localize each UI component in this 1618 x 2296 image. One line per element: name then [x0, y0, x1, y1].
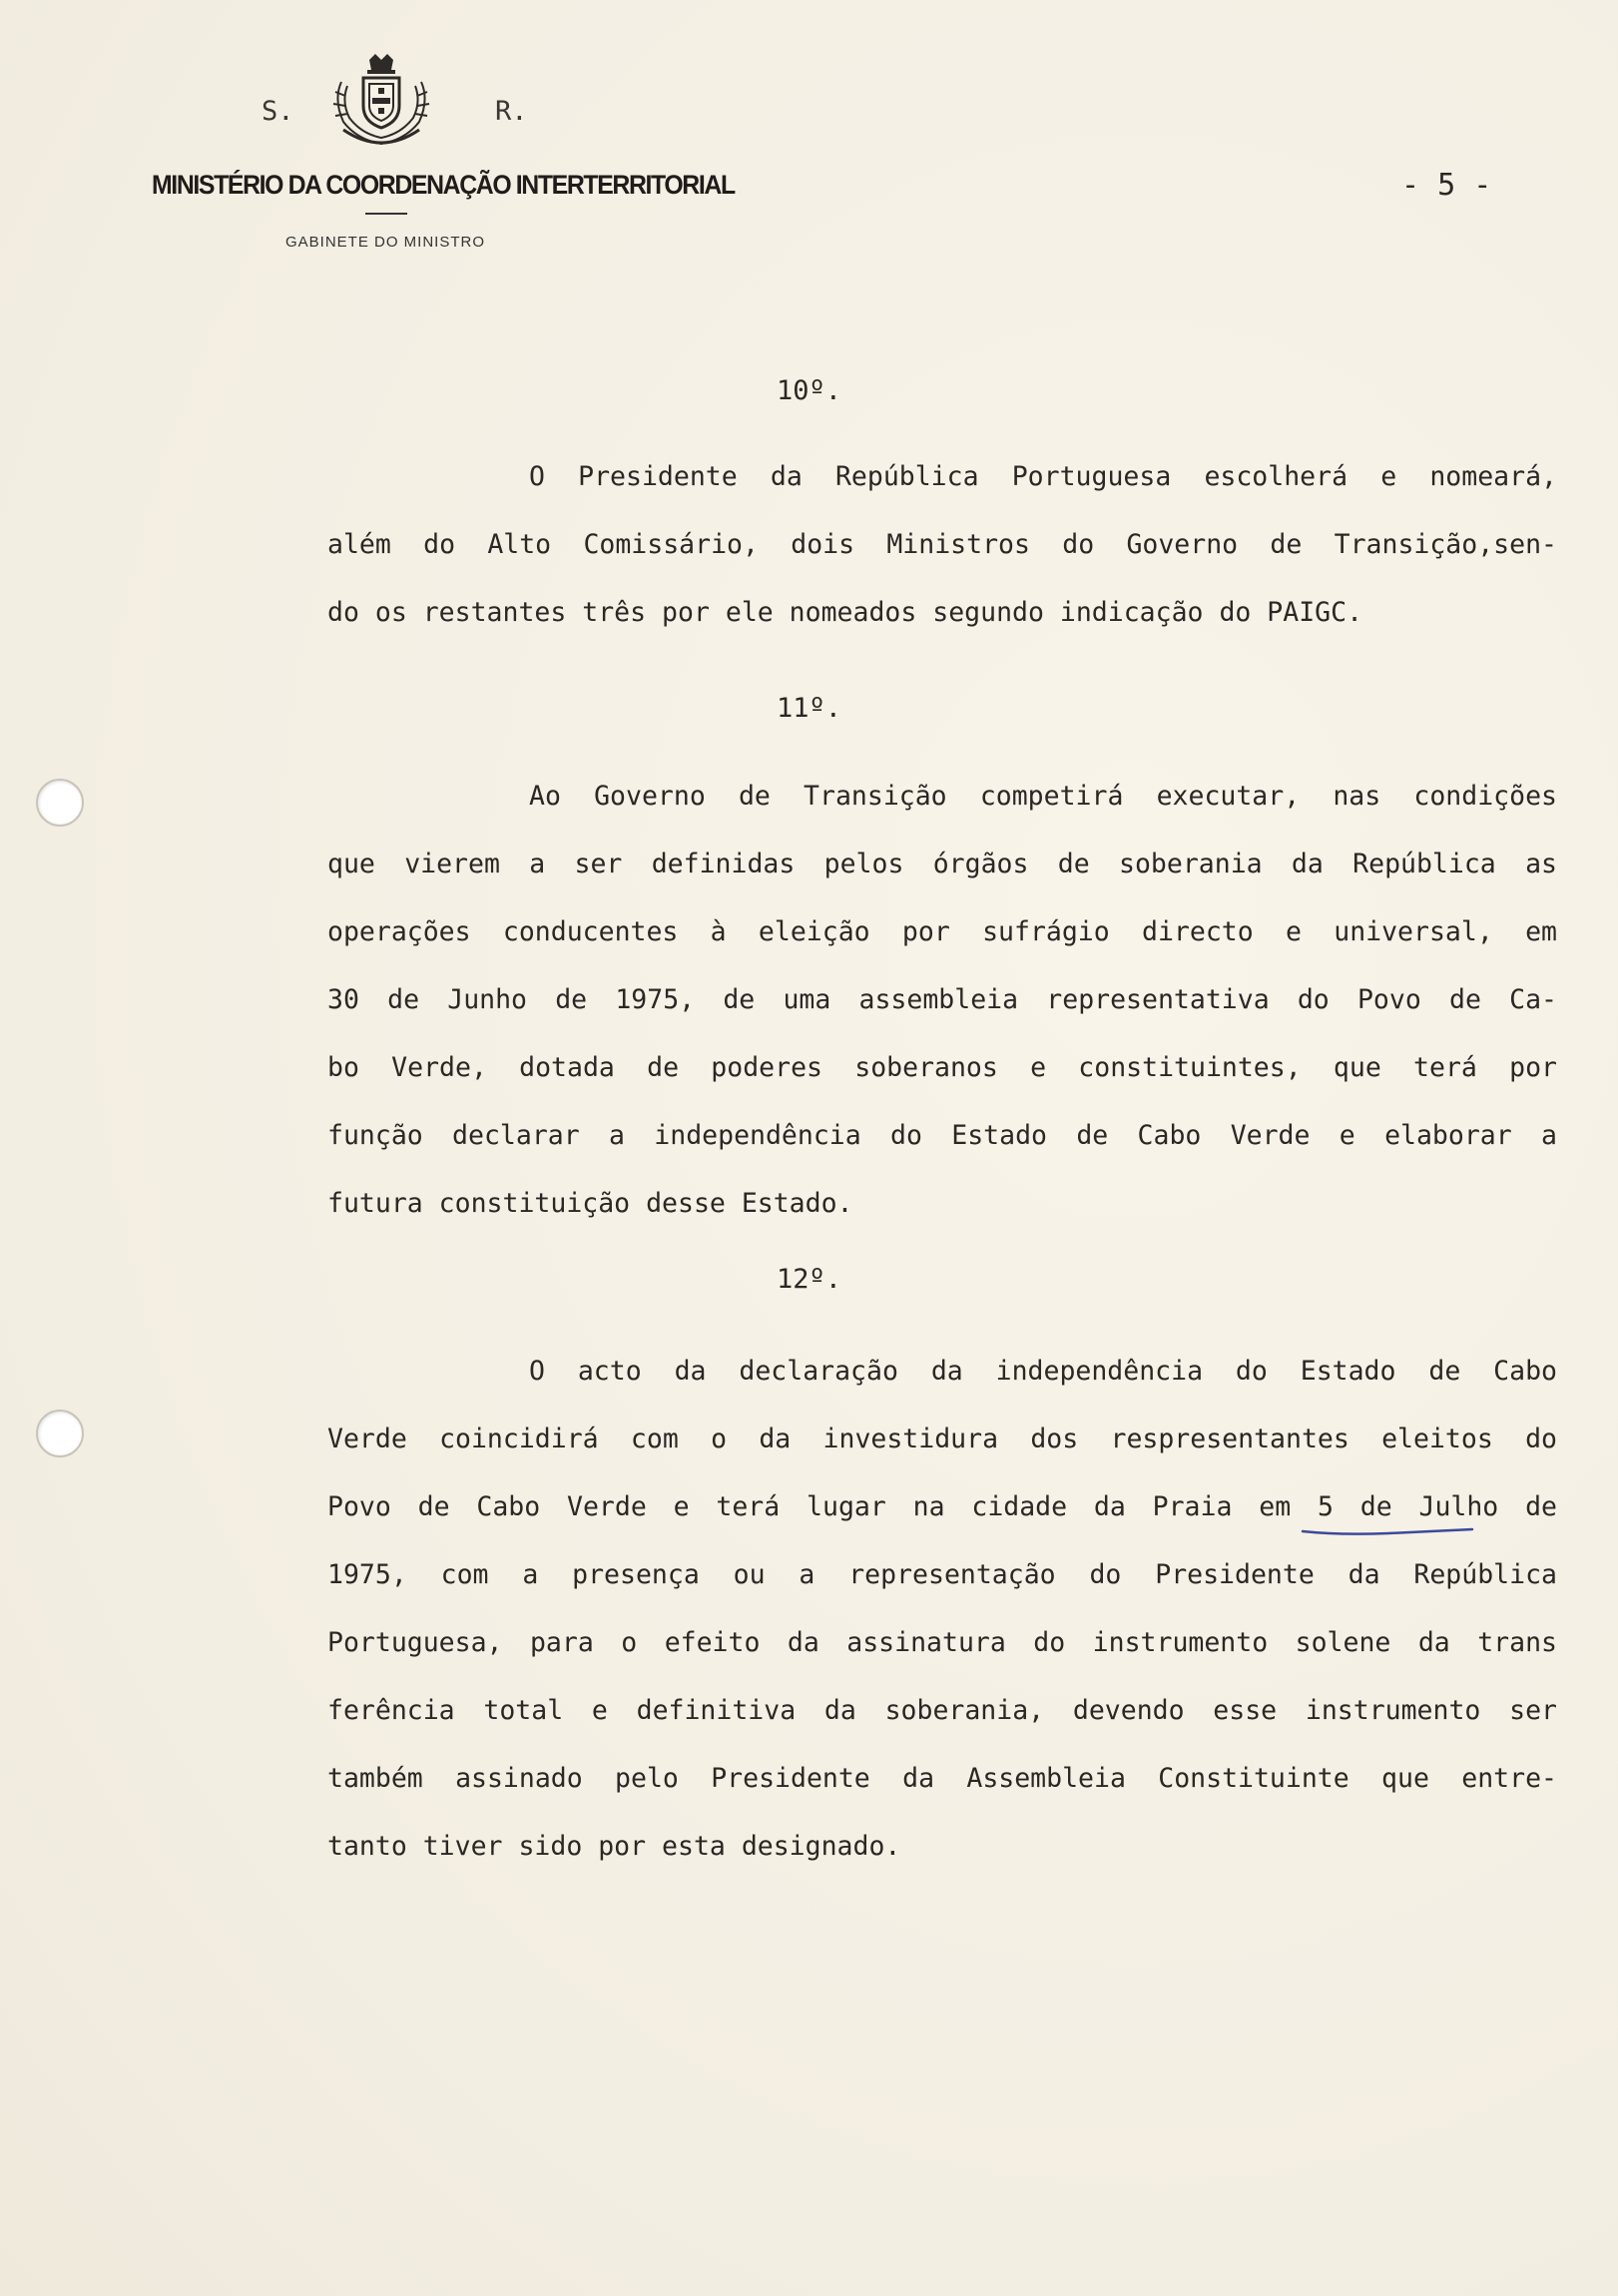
cabinet-name: GABINETE DO MINISTRO: [285, 234, 486, 251]
paragraph-line: 1975, com a presença ou a representação do Presidente da República: [327, 1559, 1557, 1590]
paragraph-line: bo Verde, dotada de poderes soberanos e constituintes, que terá por: [327, 1052, 1557, 1083]
paragraph-line: O acto da declaração da independência do Estado de Cabo: [529, 1356, 1557, 1387]
section-paragraph-10: [327, 443, 1557, 647]
paragraph-line: futura constituição desse Estado.: [327, 1188, 853, 1219]
paragraph-line: 30 de Junho de 1975, de uma assembleia representativa do Povo de Ca-: [327, 984, 1557, 1015]
punch-hole-bottom: [36, 1410, 84, 1457]
page-number: - 5 -: [1401, 168, 1492, 203]
paragraph-line: do os restantes três por ele nomeados segundo indicação do PAIGC.: [327, 597, 1363, 628]
section-heading-11: 11º.: [776, 693, 842, 724]
paragraph-line: Portuguesa, para o efeito da assinatura do instrumento solene da trans: [327, 1627, 1557, 1658]
paragraph-line: Povo de Cabo Verde e terá lugar na cidade da Praia em 5 de Julho de: [327, 1491, 1557, 1522]
paragraph-line: tanto tiver sido por esta designado.: [327, 1831, 901, 1862]
section-heading-12: 12º.: [776, 1264, 842, 1295]
punch-hole-top: [36, 779, 84, 827]
paragraph-line: que vierem a ser definidas pelos órgãos de soberania da República as: [327, 849, 1557, 879]
paragraph-line: ferência total e definitiva da soberania, devendo esse instrumento ser: [327, 1695, 1557, 1726]
letterhead-rule: [365, 213, 407, 215]
letterhead-right-letter: R.: [495, 96, 528, 127]
paragraph-line: Ao Governo de Transição competirá executar, nas condições: [529, 781, 1557, 812]
letterhead-left-letter: S.: [262, 96, 294, 127]
paragraph-line: Verde coincidirá com o da investidura dos respresentantes eleitos do: [327, 1424, 1557, 1454]
pen-underline-mark: [1301, 1525, 1474, 1537]
paragraph-line: operações conducentes à eleição por sufrágio directo e universal, em: [327, 916, 1557, 947]
paragraph-line: além do Alto Comissário, dois Ministros do Governo de Transição,sen-: [327, 529, 1557, 560]
ministry-name: MINISTÉRIO DA COORDENAÇÃO INTERTERRITORIAL: [152, 170, 735, 200]
portuguese-coat-of-arms-icon: [327, 52, 435, 148]
paragraph-line: função declarar a independência do Estado de Cabo Verde e elaborar a: [327, 1120, 1557, 1151]
paragraph-line: O Presidente da República Portuguesa escolherá e nomeará,: [529, 461, 1557, 492]
section-paragraph-11: [327, 763, 1557, 1238]
paragraph-line: também assinado pelo Presidente da Assembleia Constituinte que entre-: [327, 1763, 1557, 1794]
section-paragraph-12: [327, 1338, 1557, 1881]
section-heading-10: 10º.: [776, 375, 842, 406]
